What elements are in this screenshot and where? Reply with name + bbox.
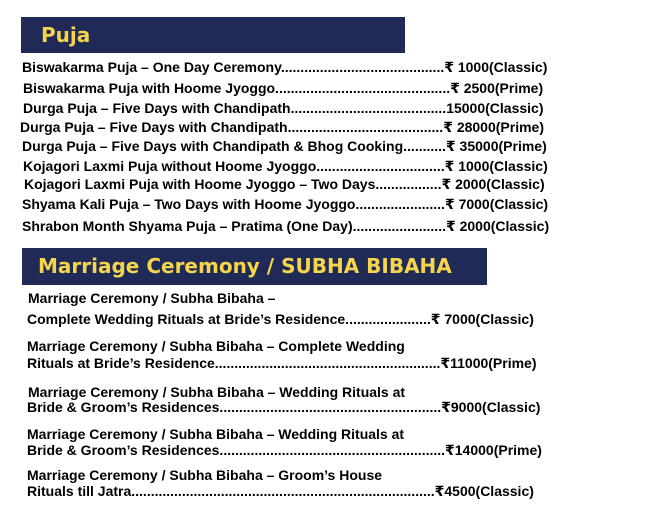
marriage-item-line2: Rituals till Jatra..............................................................................₹4500(Classic) <box>27 483 534 499</box>
puja-price-item: Biswakarma Puja with Hoome Jyoggo.............................................₹ 2500(Prime) <box>23 80 544 96</box>
marriage-item-line2: Complete Wedding Rituals at Bride’s Residence......................₹ 7000(Classic) <box>27 311 534 327</box>
marriage-item-line1: Marriage Ceremony / Subha Bibaha – Groom’s House <box>27 467 383 483</box>
marriage-item-line2: Bride & Groom’s Residences.........................................................₹9000(Classic) <box>27 399 541 415</box>
marriage-item-line2: Bride & Groom’s Residences..........................................................₹14000(Prime) <box>27 442 542 458</box>
puja-price-item: Shrabon Month Shyama Puja – Pratima (One Day)........................₹ 2000(Classic) <box>22 218 550 234</box>
puja-price-item: Durga Puja – Five Days with Chandipath & Bhog Cooking...........₹ 35000(Prime) <box>22 138 547 154</box>
puja-price-item: Durga Puja – Five Days with Chandipath........................................15000(Classic) <box>23 100 544 116</box>
puja-price-item: Biswakarma Puja – One Day Ceremony..........................................₹ 1000(Classic) <box>22 59 548 75</box>
marriage-item-line1: Marriage Ceremony / Subha Bibaha – <box>28 290 276 306</box>
marriage-item-line1: Marriage Ceremony / Subha Bibaha – Wedding Rituals at <box>27 426 405 442</box>
marriage-section-heading: Marriage Ceremony / SUBHA BIBAHA <box>22 248 487 285</box>
puja-price-item: Kojagori Laxmi Puja with Hoome Jyoggo – Two Days.................₹ 2000(Classic) <box>24 176 545 192</box>
puja-price-item: Durga Puja – Five Days with Chandipath........................................₹ 28000(Prime) <box>20 119 544 135</box>
marriage-item-line2: Rituals at Bride’s Residence..........................................................₹11000(Prime) <box>27 355 537 371</box>
marriage-item-line1: Marriage Ceremony / Subha Bibaha – Wedding Rituals at <box>28 384 406 400</box>
marriage-item-line1: Marriage Ceremony / Subha Bibaha – Complete Wedding <box>27 338 405 354</box>
puja-price-item: Kojagori Laxmi Puja without Hoome Jyoggo.................................₹ 1000(Classic) <box>23 158 548 174</box>
puja-section-heading: Puja <box>21 17 405 53</box>
puja-price-item: Shyama Kali Puja – Two Days with Hoome Jyoggo.......................₹ 7000(Classic) <box>22 196 549 212</box>
